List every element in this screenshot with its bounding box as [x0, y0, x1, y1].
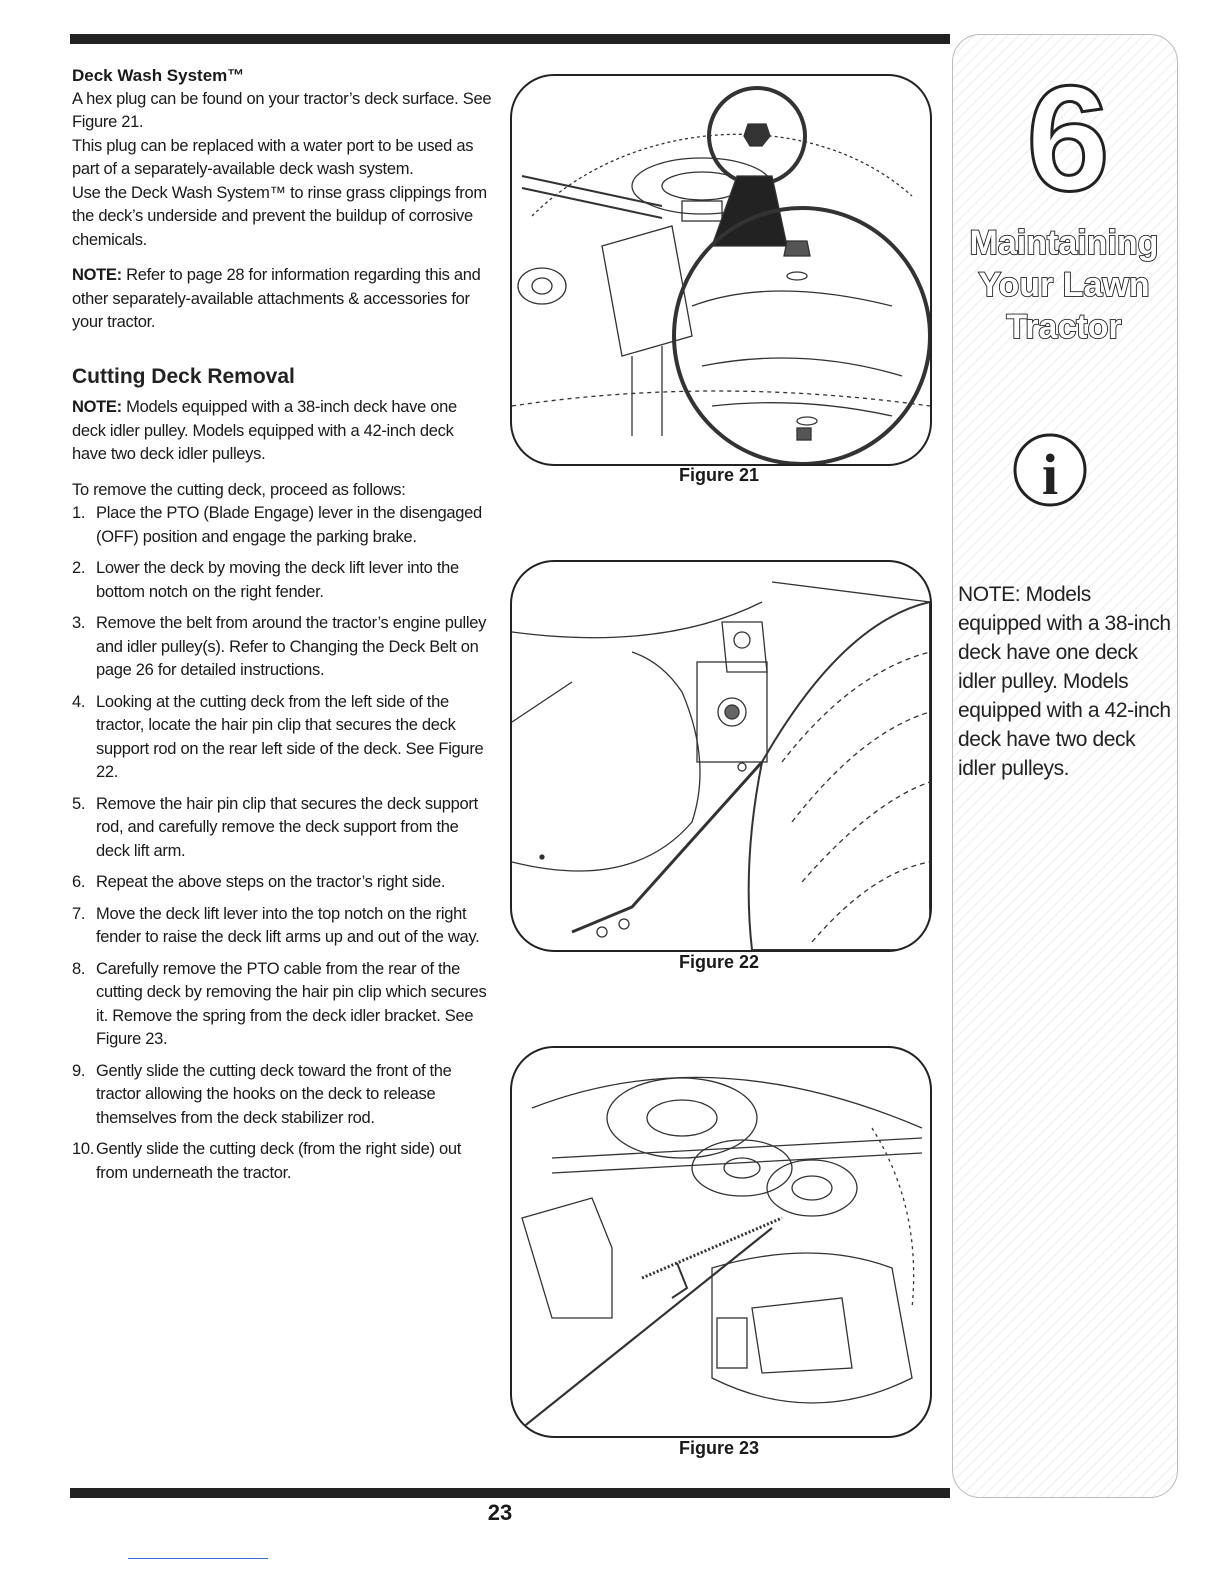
footer-rule — [128, 1558, 268, 1559]
info-icon — [1012, 432, 1088, 508]
list-item: 8. Carefully remove the PTO cable from the rear of the cutting deck by removing the hair pin clip which secures it. Remove the spring from the deck idler bracket. See Figure 23. — [72, 959, 487, 1048]
note-label: NOTE: — [72, 398, 122, 416]
removal-note — [72, 396, 492, 467]
chapter-number — [1018, 72, 1118, 202]
figure-23-caption: Figure 23 — [678, 1438, 760, 1458]
cutting-deck-removal-heading: Cutting Deck Removal — [72, 364, 295, 388]
deck-wash-note — [72, 264, 492, 335]
chapter-title-line3: Tractor — [1006, 308, 1122, 346]
top-rule — [70, 34, 950, 44]
list-item: 10. Gently slide the cutting deck (from the right side) out from underneath the tractor. — [72, 1140, 462, 1182]
note-text: Models equipped with a 38-inch deck have one deck idler pulley. Models equipped with a 42-inch deck have two deck idler pulleys. — [72, 398, 457, 463]
chapter-title-line2: Your Lawn — [978, 266, 1150, 304]
deck-wash-heading: Deck Wash System™ — [72, 66, 245, 85]
note-text: Refer to page 28 for information regarding this and other separately-available attachments & accessories for your tractor. — [72, 266, 481, 331]
chapter-title-line1: Maintaining — [969, 224, 1159, 262]
list-item: 3. Remove the belt from around the tractor’s engine pulley and idler pulley(s). Refer to Changing the Deck Belt on page 26 for detailed instructions. — [72, 614, 487, 679]
list-item: 6. Repeat the above steps on the tractor’s right side. — [72, 873, 446, 891]
info-glyph: i — [1041, 442, 1059, 507]
list-item: 2. Lower the deck by moving the deck lift lever into the bottom notch on the right fender. — [72, 559, 459, 601]
figure-23-illustration — [510, 1046, 932, 1438]
deck-wash-p3: Use the Deck Wash System™ to rinse grass clippings from the deck’s underside and prevent the buildup of corrosive chemicals. — [72, 183, 487, 249]
figure-21-illustration — [510, 74, 932, 466]
removal-intro: To remove the cutting deck, proceed as follows: — [72, 480, 406, 499]
chapter-title — [952, 222, 1176, 348]
list-item: 5. Remove the hair pin clip that secures the deck support rod, and carefully remove the deck support from the deck lift arm. — [72, 794, 478, 860]
deck-wash-p1: A hex plug can be found on your tractor’s deck surface. See Figure 21. — [72, 89, 492, 131]
figure-22-illustration — [510, 560, 932, 952]
deck-wash-p2: This plug can be replaced with a water port to be used as part of a separately-available deck wash system. — [72, 136, 474, 178]
main-text-column — [72, 64, 492, 1193]
page-number: 23 — [487, 1500, 513, 1525]
list-item: 1. Place the PTO (Blade Engage) lever in the disengaged (OFF) position and engage the parking brake. — [72, 504, 482, 546]
bottom-rule — [70, 1488, 950, 1498]
sidebar-note: NOTE: Models equipped with a 38-inch deck have one deck idler pulley. Models equipped with a 42-inch deck have two deck idler pulleys. — [958, 583, 1171, 780]
removal-steps — [72, 502, 492, 1185]
chapter-number-text: 6 — [1026, 72, 1110, 202]
figure-22-caption: Figure 22 — [678, 952, 760, 972]
note-label: NOTE: — [72, 266, 122, 284]
list-item: 4. Looking at the cutting deck from the left side of the tractor, locate the hair pin clip that secures the deck support rod on the rear left side of the deck. See Figure 22. — [72, 692, 484, 781]
list-item: 7. Move the deck lift lever into the top notch on the right fender to raise the deck lift arms up and out of the way. — [72, 904, 480, 946]
list-item: 9. Gently slide the cutting deck toward the front of the tractor allowing the hooks on the deck to release themselves from the deck stabilizer rod. — [72, 1061, 452, 1127]
figure-21-caption: Figure 21 — [678, 465, 760, 485]
